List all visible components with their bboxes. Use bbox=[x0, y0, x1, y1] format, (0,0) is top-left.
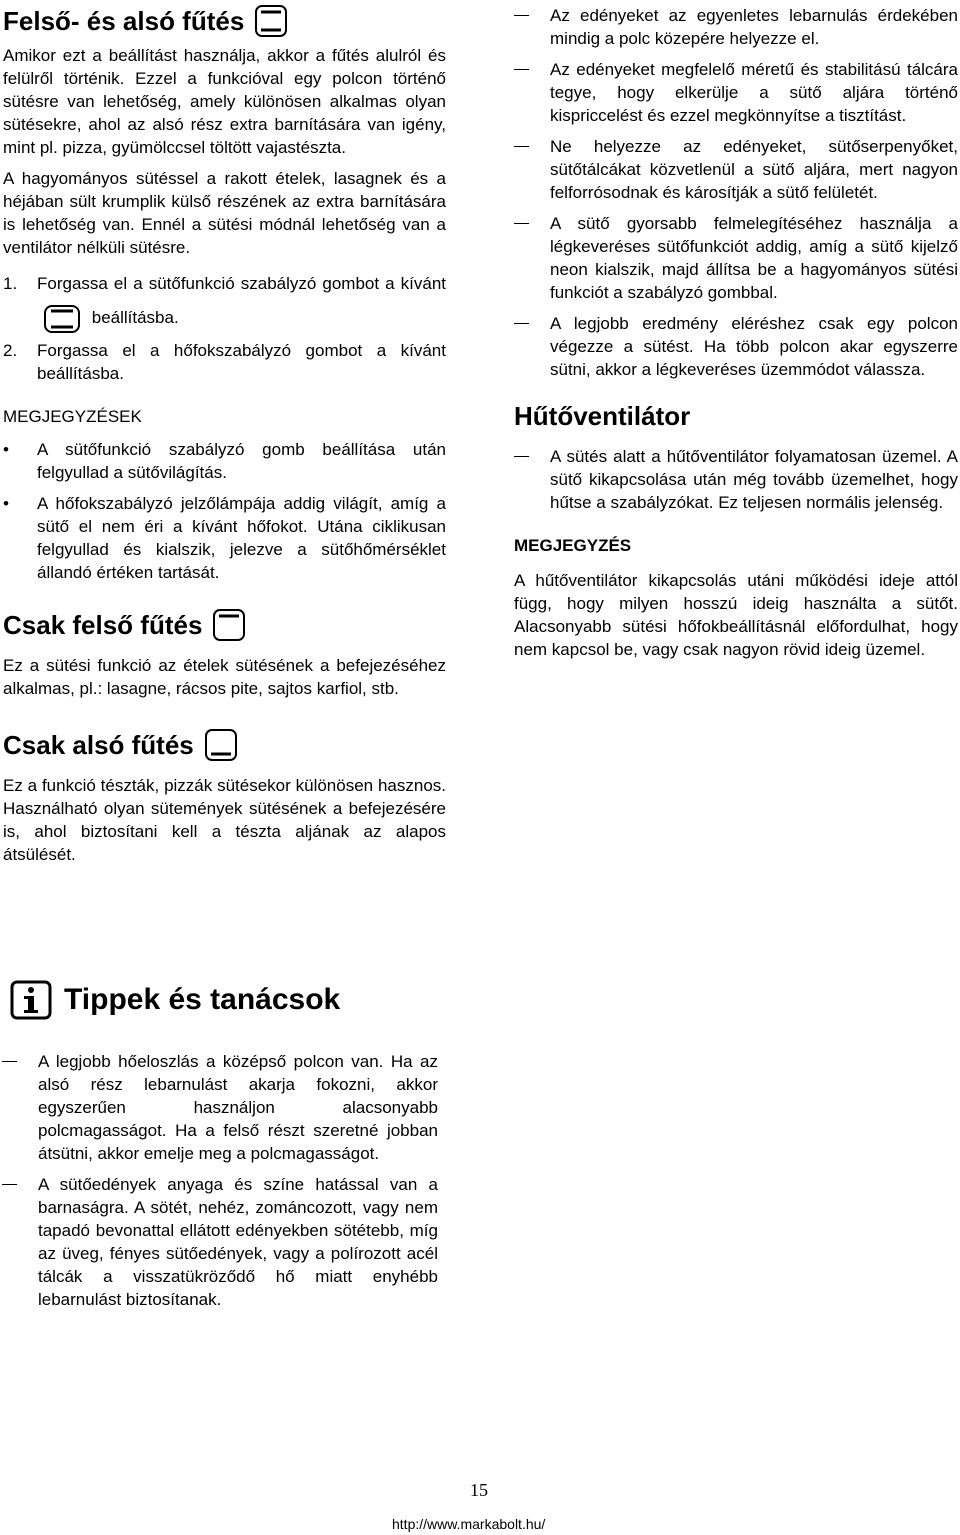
list-item: Az edényeket megfelelő méretű és stabilitású tálcára tegye, hogy elkerülje a sütő aljára történő kispriccelést és ezzel megkönnyítse a tisztítást. bbox=[514, 58, 958, 127]
left-column bbox=[3, 4, 446, 866]
notes-heading: MEGJEGYZÉSEK bbox=[3, 407, 142, 426]
note-heading: MEGJEGYZÉS bbox=[514, 536, 632, 555]
paragraph: A hagyományos sütéssel a rakott ételek, lasagnek és a héjában sült krumplik külső részének az extra barnítására is lehetőség van. Ennél a sütési módnál lehetőség van a ventilátor nélküli sütésre. bbox=[3, 169, 446, 257]
page-number: 15 bbox=[470, 1480, 488, 1500]
tips-list bbox=[2, 1050, 438, 1311]
footer-url: http://www.markabolt.hu/ bbox=[392, 1516, 546, 1532]
step-item: 1. Forgassa el a sütőfunkció szabályzó gombot a kívánt beállításba. bbox=[3, 267, 446, 335]
section-top-bottom-heat-title: Felső- és alsó fűtés bbox=[3, 4, 446, 38]
list-item: A sütő gyorsabb felmelegítéséhez használja a légkeveréses sütőfunkciót addig, amíg a sütő kijelző neon kialszik, majd állítsa be a hagyományos sütési funkciót a szabályzó gombbal. bbox=[514, 212, 958, 304]
oven-bottom-heat-icon bbox=[204, 728, 238, 762]
paragraph: Ez a funkció tészták, pizzák sütésekor különösen hasznos. Használható olyan sütemények sütésének a befejezésére is, ahol biztosítani kell a tészta aljának az alapos átsülését. bbox=[3, 776, 446, 864]
tips-section bbox=[10, 980, 450, 1319]
list-item: Ne helyezze az edényeket, sütőserpenyőket, sütőtálcákat közvetlenül a sütő aljára, mert nagyon felforrósodnak és károsítják a sütő felületét. bbox=[514, 135, 958, 204]
oven-top-heat-icon bbox=[212, 608, 246, 642]
paragraph: Ez a sütési funkció az ételek sütésének a befejezéséhez alkalmas, pl.: lasagne, rácsos pite, sajtos karfiol, stb. bbox=[3, 656, 446, 698]
tips-continued-list bbox=[514, 4, 958, 381]
section-cooling-fan-title: Hűtőventilátor bbox=[514, 401, 691, 431]
oven-top-bottom-heat-icon bbox=[43, 304, 81, 334]
oven-top-bottom-heat-icon bbox=[254, 4, 288, 38]
cooling-fan-list bbox=[514, 445, 958, 514]
step-item: 2. Forgassa el a hőfokszabályzó gombot a kívánt beállításba. bbox=[3, 341, 446, 383]
paragraph: Amikor ezt a beállítást használja, akkor a fűtés alulról és felülről történik. Ezzel a funkcióval egy polcon történő sütésre van lehetőség, amely különösen alkalmas olyan sütésekre, ahol az alsó rész extra barnítására van igény, mint pl. pizza, gyümölccsel töltött vajastészta. bbox=[3, 46, 446, 157]
steps-list bbox=[3, 267, 446, 385]
list-item: A legjobb hőeloszlás a középső polcon van. Ha az alsó rész lebarnulást akarja fokozni, akkor egyszerűen használjon alacsonyabb polcmagasságot. Ha a felső részt szeretné jobban átsütni, akkor emelje meg a polcmagasságot. bbox=[2, 1050, 438, 1165]
section-top-heat-title: Csak felső fűtés bbox=[3, 608, 446, 642]
section-bottom-heat-title: Csak alsó fűtés bbox=[3, 728, 446, 762]
list-item: Az edényeket az egyenletes lebarnulás érdekében mindig a polc közepére helyezze el. bbox=[514, 4, 958, 50]
list-item: A legjobb eredmény eléréshez csak egy polcon végezze a sütést. Ha több polcon akar egyszerre sütni, akkor a légkeveréses üzemmódot válassza. bbox=[514, 312, 958, 381]
paragraph: A hűtőventilátor kikapcsolás utáni működési ideje attól függ, hogy milyen hosszú ideig használta a sütőt. Alacsonyabb sütési hőfokbeállításnál előfordulhat, hogy nem kapcsol be, vagy csak nagyon rövid ideig üzemel. bbox=[514, 571, 958, 659]
tips-title: Tippek és tanácsok bbox=[10, 980, 450, 1020]
info-icon bbox=[10, 980, 52, 1020]
right-column bbox=[514, 4, 958, 661]
list-item: • A sütőfunkció szabályzó gomb beállítása után felgyullad a sütővilágítás. bbox=[3, 438, 446, 484]
notes-list bbox=[3, 438, 446, 584]
list-item: • A hőfokszabályzó jelzőlámpája addig világít, amíg a sütő el nem éri a kívánt hőfokot. Utána ciklikusan felgyullad és kialszik, jelezve a sütőhőmérséklet állandó értéken tartását. bbox=[3, 492, 446, 584]
list-item: A sütőedények anyaga és színe hatással van a barnaságra. A sötét, nehéz, zománcozott, vagy nem tapadó bevonattal ellátott edényekben sötétebb, míg az üveg, fényes sütőedények, vagy a polírozott acél tálcák a visszatükröződő hő miatt enyhébb lebarnulást biztosítanak. bbox=[2, 1173, 438, 1311]
list-item: A sütés alatt a hűtőventilátor folyamatosan üzemel. A sütő kikapcsolása után még tovább üzemelhet, hogy hűtse a szabályzókat. Ez teljesen normális jelenség. bbox=[514, 445, 958, 514]
